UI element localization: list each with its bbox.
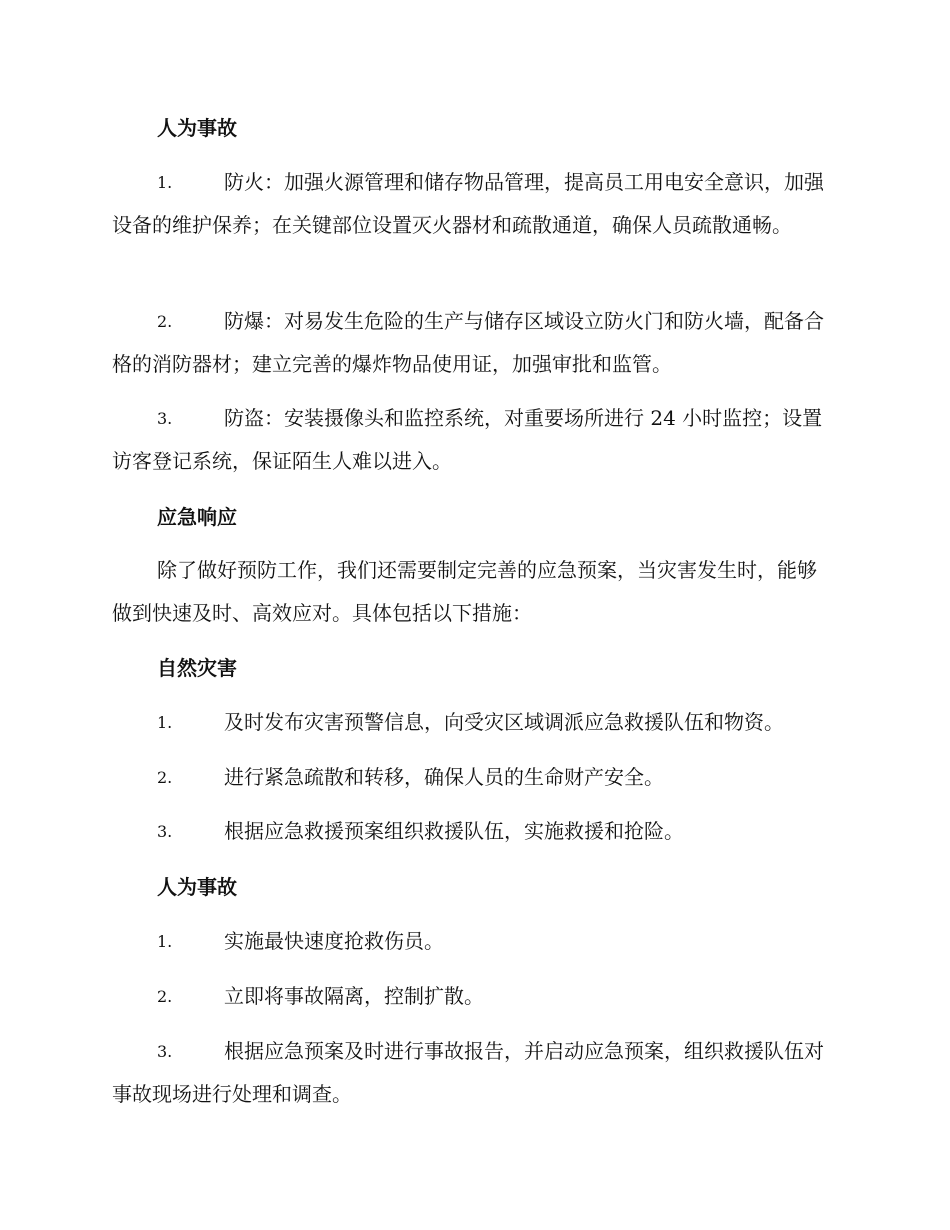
section-heading-human-accident: 人为事故 bbox=[157, 116, 237, 140]
list-number: 3. bbox=[157, 409, 173, 428]
list-item-text: 进行紧急疏散和转移，确保人员的生命财产安全。 bbox=[224, 765, 664, 789]
list-item-theft-prevention bbox=[112, 397, 836, 483]
list-item-accident-report bbox=[112, 1030, 836, 1116]
list-item-explosion-prevention bbox=[112, 300, 836, 386]
list-item-rescue-injured bbox=[112, 920, 836, 963]
list-item-evacuation bbox=[112, 756, 836, 799]
section-heading-emergency-response: 应急响应 bbox=[157, 505, 237, 529]
list-item-isolate-accident bbox=[112, 975, 836, 1018]
list-item-text: 及时发布灾害预警信息，向受灾区域调派应急救援队伍和物资。 bbox=[224, 710, 784, 734]
list-number: 2. bbox=[157, 312, 173, 331]
section-heading-natural-disaster: 自然灾害 bbox=[157, 656, 237, 680]
list-number: 2. bbox=[157, 987, 173, 1006]
list-item-disaster-warning bbox=[112, 701, 836, 744]
list-item-text: 根据应急预案及时进行事故报告，并启动应急预案，组织救援队伍对事故现场进行处理和调查。 bbox=[112, 1039, 824, 1106]
list-number: 1. bbox=[157, 713, 173, 732]
list-item-text: 防爆：对易发生危险的生产与储存区域设立防火门和防火墙，配备合格的消防器材；建立完善的爆炸物品使用证，加强审批和监管。 bbox=[112, 309, 824, 376]
list-item-text: 实施最快速度抢救伤员。 bbox=[224, 929, 444, 953]
list-item-rescue-team bbox=[112, 810, 836, 853]
list-number: 2. bbox=[157, 768, 173, 787]
list-item-text: 立即将事故隔离，控制扩散。 bbox=[224, 984, 484, 1008]
list-number: 1. bbox=[157, 932, 173, 951]
list-number: 3. bbox=[157, 1042, 173, 1061]
list-number: 1. bbox=[157, 173, 173, 192]
list-number: 3. bbox=[157, 822, 173, 841]
list-item-fire-prevention bbox=[112, 161, 836, 247]
list-item-text: 防火：加强火源管理和储存物品管理，提高员工用电安全意识，加强设备的维护保养；在关键部位设置灭火器材和疏散通道，确保人员疏散通畅。 bbox=[112, 170, 824, 237]
emergency-intro-paragraph: 除了做好预防工作，我们还需要制定完善的应急预案，当灾害发生时，能够做到快速及时、高效应对。具体包括以下措施： bbox=[112, 558, 817, 625]
section-heading-human-accident-response: 人为事故 bbox=[157, 875, 237, 899]
list-item-text: 防盗：安装摄像头和监控系统，对重要场所进行 24 小时监控；设置访客登记系统，保证陌生人难以进入。 bbox=[112, 406, 823, 473]
list-item-text: 根据应急救援预案组织救援队伍，实施救援和抢险。 bbox=[224, 819, 684, 843]
